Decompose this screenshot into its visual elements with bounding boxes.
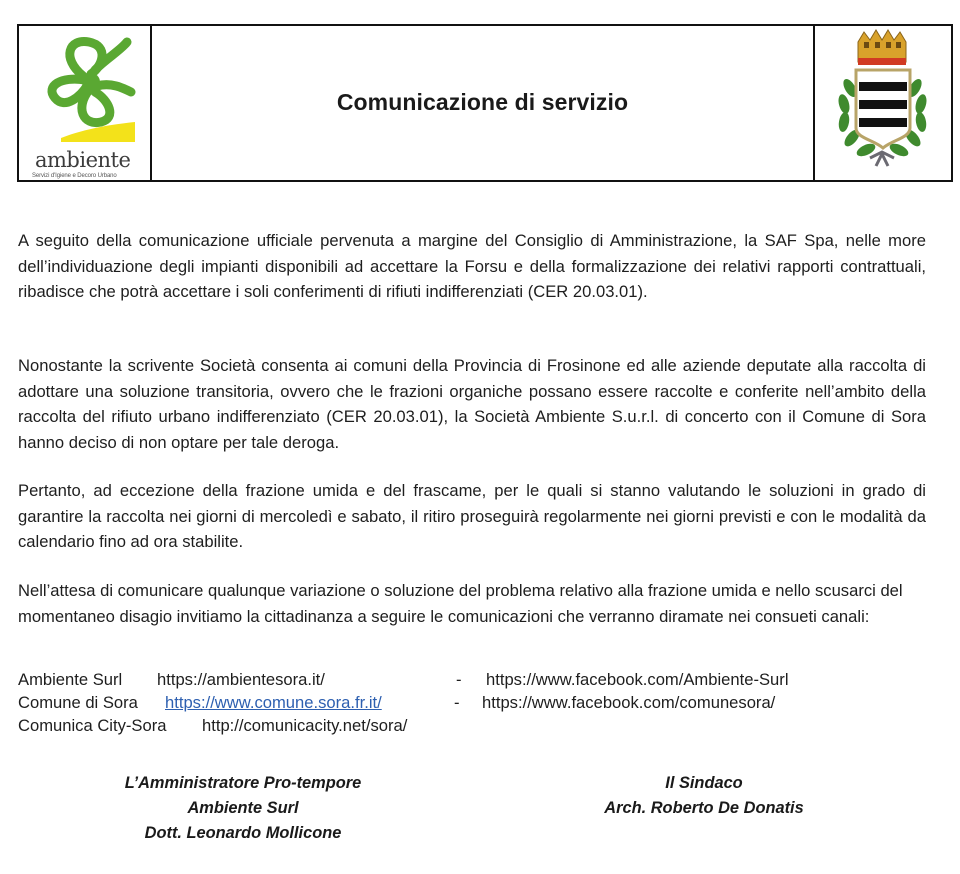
- channel-separator: -: [454, 693, 460, 712]
- channel-facebook-link[interactable]: https://www.facebook.com/comunesora/: [482, 693, 776, 712]
- page-title: Comunicazione di servizio: [336, 88, 629, 115]
- ambiente-logo-cell: [19, 26, 152, 180]
- signature-mayor: [594, 771, 814, 821]
- channel-facebook-link[interactable]: https://www.facebook.com/Ambiente-Surl: [486, 670, 789, 689]
- ambiente-logo-icon: [31, 30, 141, 150]
- title-cell: [152, 26, 815, 180]
- channel-separator: -: [456, 670, 462, 689]
- signature-name: Dott. Leonardo Mollicone: [144, 824, 342, 842]
- crest-cell: [815, 26, 951, 180]
- ambiente-wordmark: ambiente: [35, 148, 131, 172]
- coat-of-arms-icon: [830, 28, 935, 173]
- channel-name: Comunica City-Sora: [18, 716, 167, 735]
- channel-website-link[interactable]: https://ambientesora.it/: [157, 670, 325, 689]
- signature-role: Il Sindaco: [665, 774, 743, 792]
- channel-name: Comune di Sora: [18, 693, 138, 712]
- signature-administrator: [108, 771, 378, 846]
- header-table: [17, 24, 953, 182]
- signature-role: L’Amministratore Pro-tempore: [124, 774, 362, 792]
- channel-website-link[interactable]: http://comunicacity.net/sora/: [202, 716, 408, 735]
- paragraph-collection-schedule: Pertanto, ad eccezione della frazione umida e del frascame, per le quali si stanno valutando le soluzioni in grado di garantire la raccolta nei giorni di mercoledì e sabato, il ritiro proseguirà regolarmente nei giorni previsti e con le modalità da calendario fino ad ora stabilite.: [18, 481, 926, 551]
- signature-name: Arch. Roberto De Donatis: [604, 799, 804, 817]
- signature-company: Ambiente Surl: [187, 799, 299, 817]
- paragraph-saf-communication: A seguito della comunicazione ufficiale pervenuta a margine del Consiglio di Amministrazione, la SAF Spa, nelle more dell’individuazione degli impianti disponibili ad accettare la Forsu e della formalizzazione dei relativi rapporti contrattuali, ribadisce che potrà accettare i soli conferimenti di rifiuti indifferenziati (CER 20.03.01).: [18, 231, 926, 301]
- channel-website-link[interactable]: https://www.comune.sora.fr.it/: [165, 693, 382, 712]
- paragraph-transitional-solution: Nonostante la scrivente Società consenta ai comuni della Provincia di Frosinone ed alle aziende deputate alla raccolta di adottare una soluzione transitoria, ovvero che le frazioni organiche possano essere raccolte e conferite nell’ambito della raccolta del rifiuto urbano indifferenziato (CER 20.03.01), la Società Ambiente S.u.r.l. di concerto con il Comune di Sora hanno deciso di non optare per tale deroga.: [18, 356, 926, 452]
- channel-name: Ambiente Surl: [18, 670, 123, 689]
- paragraph-channels-intro: Nell’attesa di comunicare qualunque variazione o soluzione del problema relativo alla frazione umida e nello scusarci del momentaneo disagio invitiamo la cittadinanza a seguire le comunicazioni che verranno diramate nei consueti canali:: [18, 581, 903, 626]
- ambiente-tagline: Servizi d'Igiene e Decoro Urbano: [32, 173, 117, 179]
